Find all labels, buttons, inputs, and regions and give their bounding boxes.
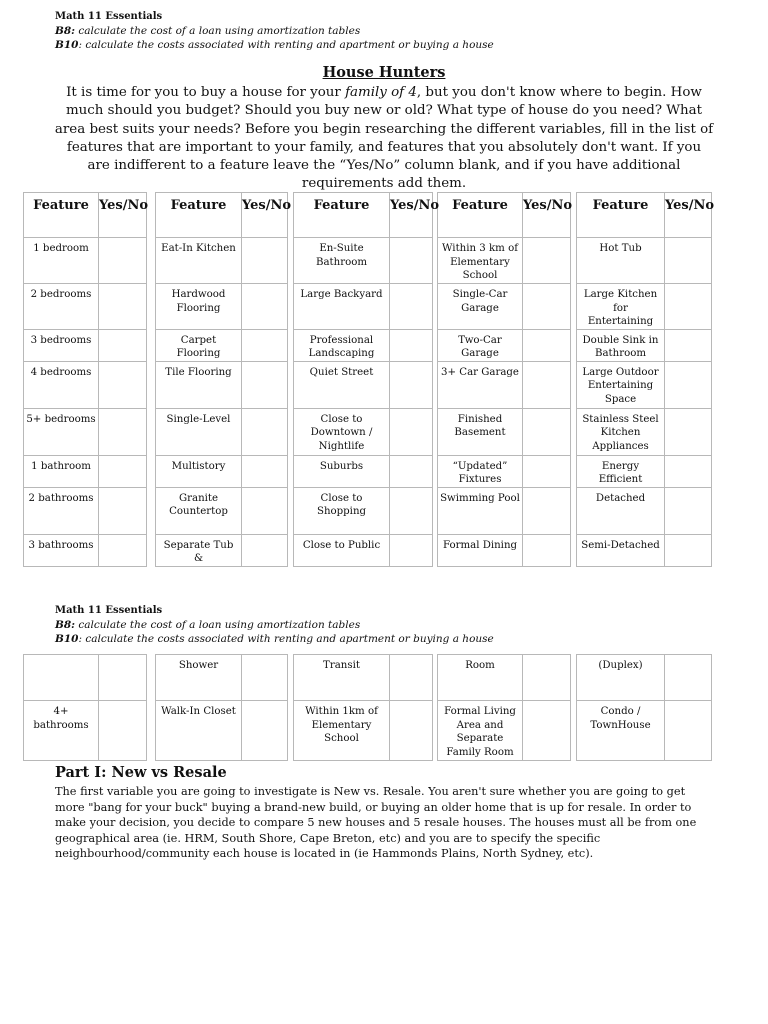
feature-cell: Suburbs	[294, 455, 390, 487]
feature-cell: Condo / TownHouse	[577, 701, 665, 761]
feature-cell: Carpet Flooring	[156, 329, 242, 361]
yes-no-cell[interactable]	[99, 701, 147, 761]
table-row	[24, 329, 712, 361]
table-row	[24, 655, 712, 701]
outcome-b8: B8: calculate the cost of a loan using amortization tables	[55, 25, 361, 37]
yes-no-cell[interactable]	[523, 655, 571, 701]
yes-no-cell[interactable]	[523, 329, 571, 361]
feature-cell: 5+ bedrooms	[24, 408, 99, 455]
page-2-header	[55, 604, 494, 646]
yes-no-header: Yes/No	[523, 193, 571, 238]
yes-no-cell[interactable]	[390, 701, 433, 761]
yes-no-header: Yes/No	[390, 193, 433, 238]
feature-cell: Granite Countertop	[156, 487, 242, 534]
course-name: Math 11 Essentials	[55, 11, 163, 22]
yes-no-cell[interactable]	[242, 361, 288, 408]
yes-no-cell[interactable]	[665, 455, 712, 487]
feature-cell: Double Sink in Bathroom	[577, 329, 665, 361]
yes-no-cell[interactable]	[390, 238, 433, 284]
course-name: Math 11 Essentials	[55, 605, 163, 616]
feature-cell: Formal Living Area and Separate Family Room	[438, 701, 523, 761]
feature-cell: Single-Level	[156, 408, 242, 455]
yes-no-cell[interactable]	[665, 487, 712, 534]
feature-cell: Hardwood Flooring	[156, 284, 242, 330]
table-row	[24, 455, 712, 487]
feature-header: Feature	[294, 193, 390, 238]
part-1-text: The first variable you are going to investigate is New vs. Resale. You aren't sure whether you are going to get more "bang for your buck" buying a brand-new build, or buying an older home that is up for resale. In order to make your decision, you decide to compare 5 new houses and 5 resale houses. The houses must all be from one geographical area (ie. HRM, South Shore, Cape Breton, etc) and you are to specify the specific neighbourhood/community each house is located in (ie Hammonds Plains, North Sydney, etc).	[55, 785, 697, 861]
feature-cell: Finished Basement	[438, 408, 523, 455]
yes-no-cell[interactable]	[99, 329, 147, 361]
feature-cell: 4 bedrooms	[24, 361, 99, 408]
feature-cell: Separate Tub &	[156, 534, 242, 566]
feature-cell: 3+ Car Garage	[438, 361, 523, 408]
yes-no-cell[interactable]	[390, 534, 433, 566]
feature-cell: Large Kitchen for Entertaining	[577, 284, 665, 330]
feature-cell: Close to Public	[294, 534, 390, 566]
table-row	[24, 534, 712, 566]
feature-header: Feature	[24, 193, 99, 238]
yes-no-cell[interactable]	[99, 408, 147, 455]
yes-no-cell[interactable]	[242, 655, 288, 701]
yes-no-cell[interactable]	[390, 655, 433, 701]
feature-cell: Swimming Pool	[438, 487, 523, 534]
feature-cell: Close to Downtown / Nightlife	[294, 408, 390, 455]
yes-no-cell[interactable]	[523, 701, 571, 761]
yes-no-header: Yes/No	[99, 193, 147, 238]
yes-no-cell[interactable]	[99, 361, 147, 408]
feature-cell: Close to Shopping	[294, 487, 390, 534]
yes-no-cell[interactable]	[523, 408, 571, 455]
feature-header: Feature	[438, 193, 523, 238]
feature-cell: Shower	[156, 655, 242, 701]
yes-no-cell[interactable]	[665, 655, 712, 701]
yes-no-cell[interactable]	[99, 284, 147, 330]
yes-no-cell[interactable]	[99, 455, 147, 487]
part-1-heading: Part I: New vs Resale	[55, 764, 227, 781]
yes-no-cell[interactable]	[665, 701, 712, 761]
feature-cell: 1 bedroom	[24, 238, 99, 284]
yes-no-cell[interactable]	[242, 701, 288, 761]
feature-cell: En-Suite Bathroom	[294, 238, 390, 284]
feature-cell: Large Backyard	[294, 284, 390, 330]
feature-cell: Two-Car Garage	[438, 329, 523, 361]
feature-cell: Quiet Street	[294, 361, 390, 408]
feature-header: Feature	[156, 193, 242, 238]
feature-cell: Large Outdoor Entertaining Space	[577, 361, 665, 408]
yes-no-cell[interactable]	[665, 284, 712, 330]
yes-no-cell[interactable]	[665, 238, 712, 284]
feature-cell: Multistory	[156, 455, 242, 487]
yes-no-cell[interactable]	[242, 534, 288, 566]
intro-paragraph: It is time for you to buy a house for your family of 4, but you don't know where to begin. How much should you budget? Should you buy new or old? What type of house do you need? What area best suits your needs? Before you begin researching the different variables, fill in the list of features that are important to your family, and features that you absolutely don't want. If you are indifferent to a feature leave the “Yes/No” column blank, and if you have additional requirements add them.	[54, 85, 714, 192]
yes-no-cell[interactable]	[242, 487, 288, 534]
yes-no-cell[interactable]	[242, 284, 288, 330]
yes-no-cell[interactable]	[665, 408, 712, 455]
yes-no-cell[interactable]	[390, 361, 433, 408]
yes-no-cell[interactable]	[99, 534, 147, 566]
outcome-b8: B8: calculate the cost of a loan using amortization tables	[55, 619, 361, 631]
feature-cell: Within 3 km of Elementary School	[438, 238, 523, 284]
yes-no-cell[interactable]	[523, 361, 571, 408]
page-title: House Hunters	[322, 64, 446, 81]
feature-cell: “Updated” Fixtures	[438, 455, 523, 487]
feature-cell: Within 1km of Elementary School	[294, 701, 390, 761]
yes-no-cell[interactable]	[390, 329, 433, 361]
yes-no-cell[interactable]	[99, 655, 147, 701]
feature-cell: Room	[438, 655, 523, 701]
feature-cell: Energy Efficient	[577, 455, 665, 487]
features-table	[23, 192, 715, 567]
yes-no-cell[interactable]	[390, 455, 433, 487]
yes-no-cell[interactable]	[665, 329, 712, 361]
table-row	[24, 487, 712, 534]
yes-no-cell[interactable]	[665, 534, 712, 566]
feature-cell: Walk-In Closet	[156, 701, 242, 761]
yes-no-cell[interactable]	[242, 408, 288, 455]
yes-no-cell[interactable]	[242, 329, 288, 361]
yes-no-cell[interactable]	[665, 361, 712, 408]
feature-cell: Transit	[294, 655, 390, 701]
feature-cell: Tile Flooring	[156, 361, 242, 408]
table-row	[24, 238, 712, 284]
table-row	[24, 408, 712, 455]
yes-no-cell[interactable]	[390, 487, 433, 534]
features-table-continued	[23, 654, 712, 761]
yes-no-cell[interactable]	[390, 284, 433, 330]
table-row	[24, 701, 712, 761]
yes-no-cell[interactable]	[99, 487, 147, 534]
yes-no-cell[interactable]	[523, 455, 571, 487]
feature-cell: (Duplex)	[577, 655, 665, 701]
feature-cell: 2 bathrooms	[24, 487, 99, 534]
feature-cell: Professional Landscaping	[294, 329, 390, 361]
yes-no-cell[interactable]	[523, 487, 571, 534]
feature-cell: Semi-Detached	[577, 534, 665, 566]
yes-no-cell[interactable]	[242, 238, 288, 284]
feature-cell: Stainless Steel Kitchen Appliances	[577, 408, 665, 455]
yes-no-header: Yes/No	[665, 193, 712, 238]
feature-cell: Formal Dining	[438, 534, 523, 566]
feature-cell: Eat-In Kitchen	[156, 238, 242, 284]
feature-cell: 4+ bathrooms	[24, 701, 99, 761]
feature-cell: 3 bedrooms	[24, 329, 99, 361]
feature-cell: 1 bathroom	[24, 455, 99, 487]
yes-no-cell[interactable]	[523, 534, 571, 566]
feature-header: Feature	[577, 193, 665, 238]
table-row	[24, 284, 712, 330]
yes-no-cell[interactable]	[390, 408, 433, 455]
yes-no-header: Yes/No	[242, 193, 288, 238]
feature-cell: Single-Car Garage	[438, 284, 523, 330]
outcome-b10: B10: calculate the costs associated with renting and apartment or buying a house	[55, 39, 494, 51]
page-header	[55, 10, 494, 52]
feature-cell	[24, 655, 99, 701]
feature-cell: 3 bathrooms	[24, 534, 99, 566]
feature-cell: Detached	[577, 487, 665, 534]
outcome-b10: B10: calculate the costs associated with renting and apartment or buying a house	[55, 633, 494, 645]
yes-no-cell[interactable]	[242, 455, 288, 487]
yes-no-cell[interactable]	[99, 238, 147, 284]
feature-cell: Hot Tub	[577, 238, 665, 284]
yes-no-cell[interactable]	[523, 238, 571, 284]
yes-no-cell[interactable]	[523, 284, 571, 330]
feature-cell: 2 bedrooms	[24, 284, 99, 330]
table-row	[24, 361, 712, 408]
